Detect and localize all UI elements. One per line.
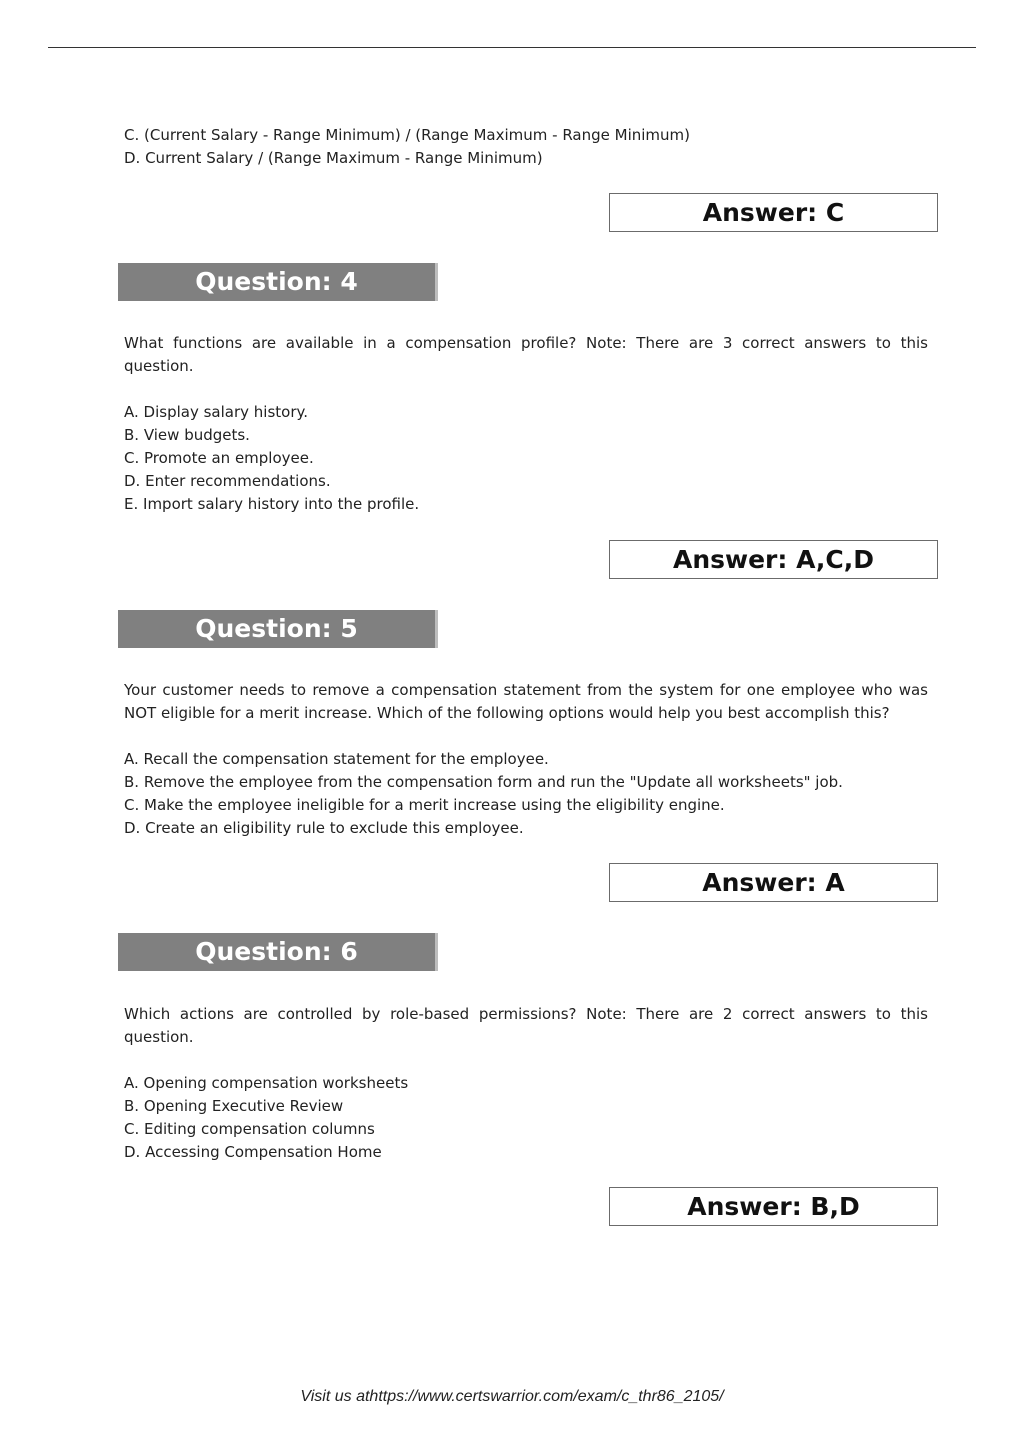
q4-option-a: A. Display salary history. [124, 403, 308, 421]
q4-option-d: D. Enter recommendations. [124, 472, 331, 490]
q5-answer-box: Answer: A [609, 863, 938, 902]
footer-visit-link[interactable]: Visit us athttps://www.certswarrior.com/exam/c_thr86_2105/ [300, 1388, 724, 1405]
q4-option-e: E. Import salary history into the profile. [124, 495, 420, 513]
q3-answer-box: Answer: C [609, 193, 938, 232]
q5-option-b: B. Remove the employee from the compensation form and run the "Update all worksheets" job. [124, 773, 843, 791]
q6-option-b: B. Opening Executive Review [124, 1097, 344, 1115]
q6-option-a: A. Opening compensation worksheets [124, 1074, 409, 1092]
q6-option-c: C. Editing compensation columns [124, 1120, 375, 1138]
q5-option-d: D. Create an eligibility rule to exclude this employee. [124, 819, 524, 837]
q3-option-c: C. (Current Salary - Range Minimum) / (Range Maximum - Range Minimum) [124, 126, 690, 144]
q5-question-text: Your customer needs to remove a compensation statement from the system for one employee who was NOT eligible for a merit increase. Which of the following options would help you best accomplish this? [124, 681, 928, 722]
q5-title-banner: Question: 5 [118, 610, 438, 648]
q4-option-b: B. View budgets. [124, 426, 250, 444]
q4-answer-box: Answer: A,C,D [609, 540, 938, 579]
q3-option-d: D. Current Salary / (Range Maximum - Range Minimum) [124, 149, 543, 167]
q5-option-a: A. Recall the compensation statement for the employee. [124, 750, 549, 768]
q5-option-c: C. Make the employee ineligible for a merit increase using the eligibility engine. [124, 796, 725, 814]
q6-answer-box: Answer: B,D [609, 1187, 938, 1226]
q6-option-d: D. Accessing Compensation Home [124, 1143, 382, 1161]
q4-title-banner: Question: 4 [118, 263, 438, 301]
q4-question-text: What functions are available in a compensation profile? Note: There are 3 correct answers to this question. [124, 334, 928, 375]
q4-option-c: C. Promote an employee. [124, 449, 314, 467]
header-rule [48, 47, 976, 48]
q6-question-text: Which actions are controlled by role-based permissions? Note: There are 2 correct answers to this question. [124, 1005, 928, 1046]
q6-title-banner: Question: 6 [118, 933, 438, 971]
